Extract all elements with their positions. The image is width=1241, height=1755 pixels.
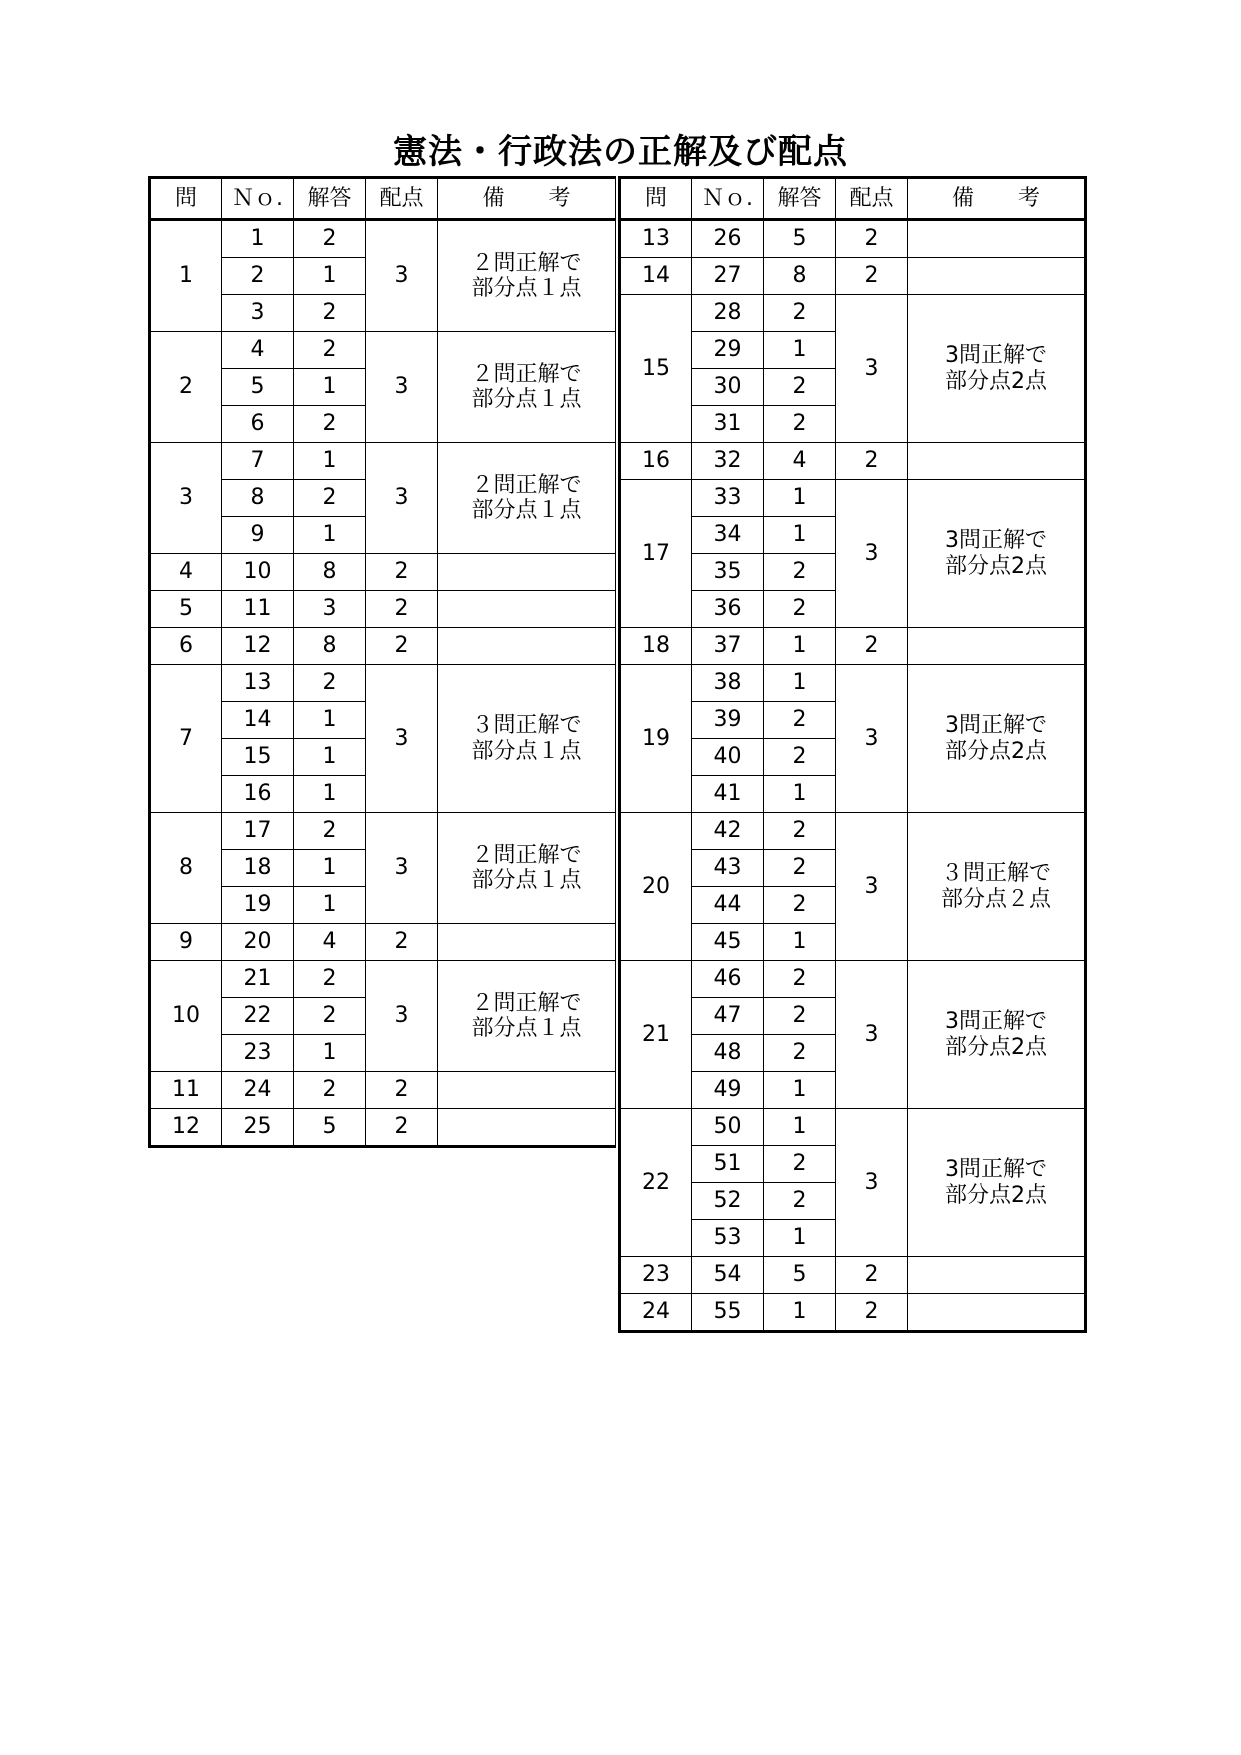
answer-cell: 2: [294, 1072, 366, 1109]
question-cell: 6: [150, 628, 222, 665]
question-cell: 8: [150, 813, 222, 924]
answer-cell: 2: [764, 702, 836, 739]
points-cell: 3: [836, 295, 908, 443]
table-row: [620, 665, 1086, 702]
answer-cell: 1: [294, 776, 366, 813]
answer-cell: 1: [764, 1220, 836, 1257]
number-cell: 25: [222, 1109, 294, 1147]
table-row: [150, 628, 616, 665]
number-cell: 36: [692, 591, 764, 628]
remarks-cell: [438, 924, 616, 961]
answer-cell: 1: [764, 665, 836, 702]
number-cell: 50: [692, 1109, 764, 1146]
number-cell: 8: [222, 480, 294, 517]
answer-cell: 4: [294, 924, 366, 961]
remarks-cell: ２問正解で 部分点１点: [438, 443, 616, 554]
points-cell: 3: [836, 480, 908, 628]
points-cell: 2: [836, 628, 908, 665]
number-cell: 33: [692, 480, 764, 517]
number-cell: 13: [222, 665, 294, 702]
remarks-cell: [438, 628, 616, 665]
table-row: [620, 1294, 1086, 1332]
header-number: Ｎｏ.: [692, 178, 764, 220]
page-title: 憲法・行政法の正解及び配点: [393, 132, 848, 172]
number-cell: 27: [692, 258, 764, 295]
question-cell: 10: [150, 961, 222, 1072]
remarks-cell: [438, 1072, 616, 1109]
answer-cell: 2: [294, 961, 366, 998]
number-cell: 9: [222, 517, 294, 554]
question-cell: 14: [620, 258, 692, 295]
answer-cell: 5: [764, 1257, 836, 1294]
points-cell: 2: [366, 1109, 438, 1147]
answer-cell: 1: [294, 850, 366, 887]
table-header-row: [620, 178, 1086, 220]
table-row: [150, 591, 616, 628]
points-cell: 3: [366, 220, 438, 332]
header-remarks: 備 考: [438, 178, 616, 220]
answer-cell: 8: [764, 258, 836, 295]
answer-cell: 1: [294, 258, 366, 295]
answer-cell: 1: [294, 1035, 366, 1072]
question-cell: 1: [150, 220, 222, 332]
answer-cell: 1: [294, 369, 366, 406]
answer-cell: 2: [764, 1183, 836, 1220]
answer-cell: 1: [294, 887, 366, 924]
table-row: [620, 961, 1086, 998]
number-cell: 12: [222, 628, 294, 665]
number-cell: 41: [692, 776, 764, 813]
number-cell: 30: [692, 369, 764, 406]
remarks-cell: [908, 443, 1086, 480]
answer-cell: 4: [764, 443, 836, 480]
question-cell: 2: [150, 332, 222, 443]
answer-cell: 2: [764, 887, 836, 924]
table-row: [150, 924, 616, 961]
number-cell: 7: [222, 443, 294, 480]
question-cell: 7: [150, 665, 222, 813]
points-cell: 2: [836, 1257, 908, 1294]
number-cell: 51: [692, 1146, 764, 1183]
answer-cell: 2: [764, 295, 836, 332]
answer-cell: 2: [294, 295, 366, 332]
answer-cell: 2: [764, 961, 836, 998]
number-cell: 20: [222, 924, 294, 961]
answer-cell: 2: [294, 220, 366, 258]
remarks-cell: ２問正解で 部分点１点: [438, 332, 616, 443]
question-cell: 17: [620, 480, 692, 628]
question-cell: 24: [620, 1294, 692, 1332]
number-cell: 45: [692, 924, 764, 961]
number-cell: 35: [692, 554, 764, 591]
points-cell: 3: [366, 332, 438, 443]
question-cell: 5: [150, 591, 222, 628]
question-cell: 21: [620, 961, 692, 1109]
answer-cell: 2: [294, 480, 366, 517]
number-cell: 55: [692, 1294, 764, 1332]
header-remarks: 備 考: [908, 178, 1086, 220]
number-cell: 21: [222, 961, 294, 998]
number-cell: 11: [222, 591, 294, 628]
remarks-cell: 3問正解で 部分点2点: [908, 480, 1086, 628]
question-cell: 16: [620, 443, 692, 480]
answer-cell: 1: [764, 517, 836, 554]
number-cell: 54: [692, 1257, 764, 1294]
answer-cell: 2: [764, 739, 836, 776]
table-row: [620, 295, 1086, 332]
number-cell: 5: [222, 369, 294, 406]
number-cell: 34: [692, 517, 764, 554]
remarks-cell: [908, 1294, 1086, 1332]
answer-cell: 1: [764, 628, 836, 665]
question-cell: 3: [150, 443, 222, 554]
number-cell: 40: [692, 739, 764, 776]
question-cell: 23: [620, 1257, 692, 1294]
header-number: Ｎｏ.: [222, 178, 294, 220]
number-cell: 31: [692, 406, 764, 443]
remarks-cell: 3問正解で 部分点2点: [908, 1109, 1086, 1257]
question-cell: 20: [620, 813, 692, 961]
answer-cell: 1: [294, 739, 366, 776]
answer-cell: 1: [764, 480, 836, 517]
table-row: [150, 961, 616, 998]
number-cell: 48: [692, 1035, 764, 1072]
answer-cell: 2: [764, 998, 836, 1035]
remarks-cell: 3問正解で 部分点2点: [908, 295, 1086, 443]
answer-cell: 1: [294, 443, 366, 480]
header-question: 問: [150, 178, 222, 220]
number-cell: 26: [692, 220, 764, 258]
answer-cell: 2: [764, 591, 836, 628]
answer-cell: 5: [764, 220, 836, 258]
answer-cell: 1: [764, 1072, 836, 1109]
answer-cell: 1: [294, 702, 366, 739]
points-cell: 2: [836, 258, 908, 295]
question-cell: 4: [150, 554, 222, 591]
number-cell: 1: [222, 220, 294, 258]
number-cell: 28: [692, 295, 764, 332]
answer-cell: 2: [294, 665, 366, 702]
answer-cell: 2: [294, 813, 366, 850]
question-cell: 15: [620, 295, 692, 443]
remarks-cell: ２問正解で 部分点１点: [438, 220, 616, 332]
points-cell: 3: [836, 961, 908, 1109]
answer-cell: 1: [764, 924, 836, 961]
header-points: 配点: [366, 178, 438, 220]
number-cell: 3: [222, 295, 294, 332]
question-cell: 19: [620, 665, 692, 813]
number-cell: 49: [692, 1072, 764, 1109]
number-cell: 14: [222, 702, 294, 739]
table-row: [150, 1072, 616, 1109]
number-cell: 43: [692, 850, 764, 887]
remarks-cell: [908, 220, 1086, 258]
answer-cell: 5: [294, 1109, 366, 1147]
number-cell: 38: [692, 665, 764, 702]
number-cell: 15: [222, 739, 294, 776]
number-cell: 2: [222, 258, 294, 295]
remarks-cell: 3問正解で 部分点2点: [908, 665, 1086, 813]
remarks-cell: [438, 1109, 616, 1147]
points-cell: 2: [366, 628, 438, 665]
table-row: [620, 220, 1086, 258]
table-body: [620, 220, 1086, 1332]
points-cell: 2: [366, 924, 438, 961]
answer-cell: 2: [764, 369, 836, 406]
number-cell: 46: [692, 961, 764, 998]
points-cell: 2: [836, 1294, 908, 1332]
table-row: [620, 813, 1086, 850]
remarks-cell: [438, 591, 616, 628]
remarks-cell: [438, 554, 616, 591]
answer-cell: 3: [294, 591, 366, 628]
number-cell: 37: [692, 628, 764, 665]
number-cell: 16: [222, 776, 294, 813]
points-cell: 3: [366, 961, 438, 1072]
question-cell: 13: [620, 220, 692, 258]
header-points: 配点: [836, 178, 908, 220]
table-row: [620, 480, 1086, 517]
number-cell: 10: [222, 554, 294, 591]
points-cell: 2: [836, 443, 908, 480]
points-cell: 3: [836, 1109, 908, 1257]
number-cell: 32: [692, 443, 764, 480]
score-table-left: [148, 176, 616, 1148]
table-row: [150, 813, 616, 850]
remarks-cell: 3問正解で 部分点2点: [908, 961, 1086, 1109]
table-row: [150, 1109, 616, 1147]
points-cell: 2: [366, 1072, 438, 1109]
question-cell: 12: [150, 1109, 222, 1147]
answer-cell: 2: [294, 332, 366, 369]
score-table-right: [618, 176, 1087, 1333]
number-cell: 22: [222, 998, 294, 1035]
points-cell: 3: [836, 813, 908, 961]
answer-cell: 2: [764, 813, 836, 850]
header-answer: 解答: [294, 178, 366, 220]
table-row: [150, 332, 616, 369]
table-row: [150, 554, 616, 591]
question-cell: 22: [620, 1109, 692, 1257]
table-row: [620, 258, 1086, 295]
answer-cell: 2: [764, 1146, 836, 1183]
answer-cell: 2: [764, 554, 836, 591]
number-cell: 23: [222, 1035, 294, 1072]
number-cell: 4: [222, 332, 294, 369]
points-cell: 2: [836, 220, 908, 258]
table-row: [150, 220, 616, 258]
answer-cell: 1: [764, 1109, 836, 1146]
number-cell: 52: [692, 1183, 764, 1220]
answer-cell: 2: [764, 406, 836, 443]
points-cell: 3: [836, 665, 908, 813]
table-header-row: [150, 178, 616, 220]
points-cell: 3: [366, 665, 438, 813]
header-answer: 解答: [764, 178, 836, 220]
answer-cell: 1: [764, 332, 836, 369]
number-cell: 24: [222, 1072, 294, 1109]
number-cell: 6: [222, 406, 294, 443]
answer-cell: 2: [764, 1035, 836, 1072]
remarks-cell: ３問正解で 部分点２点: [908, 813, 1086, 961]
number-cell: 42: [692, 813, 764, 850]
remarks-cell: [908, 628, 1086, 665]
table-row: [620, 1257, 1086, 1294]
table-row: [150, 665, 616, 702]
table-row: [620, 1109, 1086, 1146]
answer-cell: 2: [764, 850, 836, 887]
number-cell: 47: [692, 998, 764, 1035]
remarks-cell: ３問正解で 部分点１点: [438, 665, 616, 813]
table-row: [150, 443, 616, 480]
number-cell: 29: [692, 332, 764, 369]
number-cell: 44: [692, 887, 764, 924]
points-cell: 3: [366, 443, 438, 554]
remarks-cell: ２問正解で 部分点１点: [438, 961, 616, 1072]
answer-cell: 1: [294, 517, 366, 554]
points-cell: 2: [366, 591, 438, 628]
number-cell: 17: [222, 813, 294, 850]
number-cell: 53: [692, 1220, 764, 1257]
table-body: [150, 220, 616, 1147]
points-cell: 3: [366, 813, 438, 924]
answer-cell: 1: [764, 776, 836, 813]
answer-cell: 1: [764, 1294, 836, 1332]
question-cell: 18: [620, 628, 692, 665]
remarks-cell: ２問正解で 部分点１点: [438, 813, 616, 924]
question-cell: 11: [150, 1072, 222, 1109]
points-cell: 2: [366, 554, 438, 591]
remarks-cell: [908, 258, 1086, 295]
remarks-cell: [908, 1257, 1086, 1294]
number-cell: 18: [222, 850, 294, 887]
header-question: 問: [620, 178, 692, 220]
table-row: [620, 628, 1086, 665]
answer-cell: 8: [294, 628, 366, 665]
answer-cell: 2: [294, 998, 366, 1035]
answer-cell: 2: [294, 406, 366, 443]
answer-cell: 8: [294, 554, 366, 591]
number-cell: 19: [222, 887, 294, 924]
table-row: [620, 443, 1086, 480]
question-cell: 9: [150, 924, 222, 961]
number-cell: 39: [692, 702, 764, 739]
